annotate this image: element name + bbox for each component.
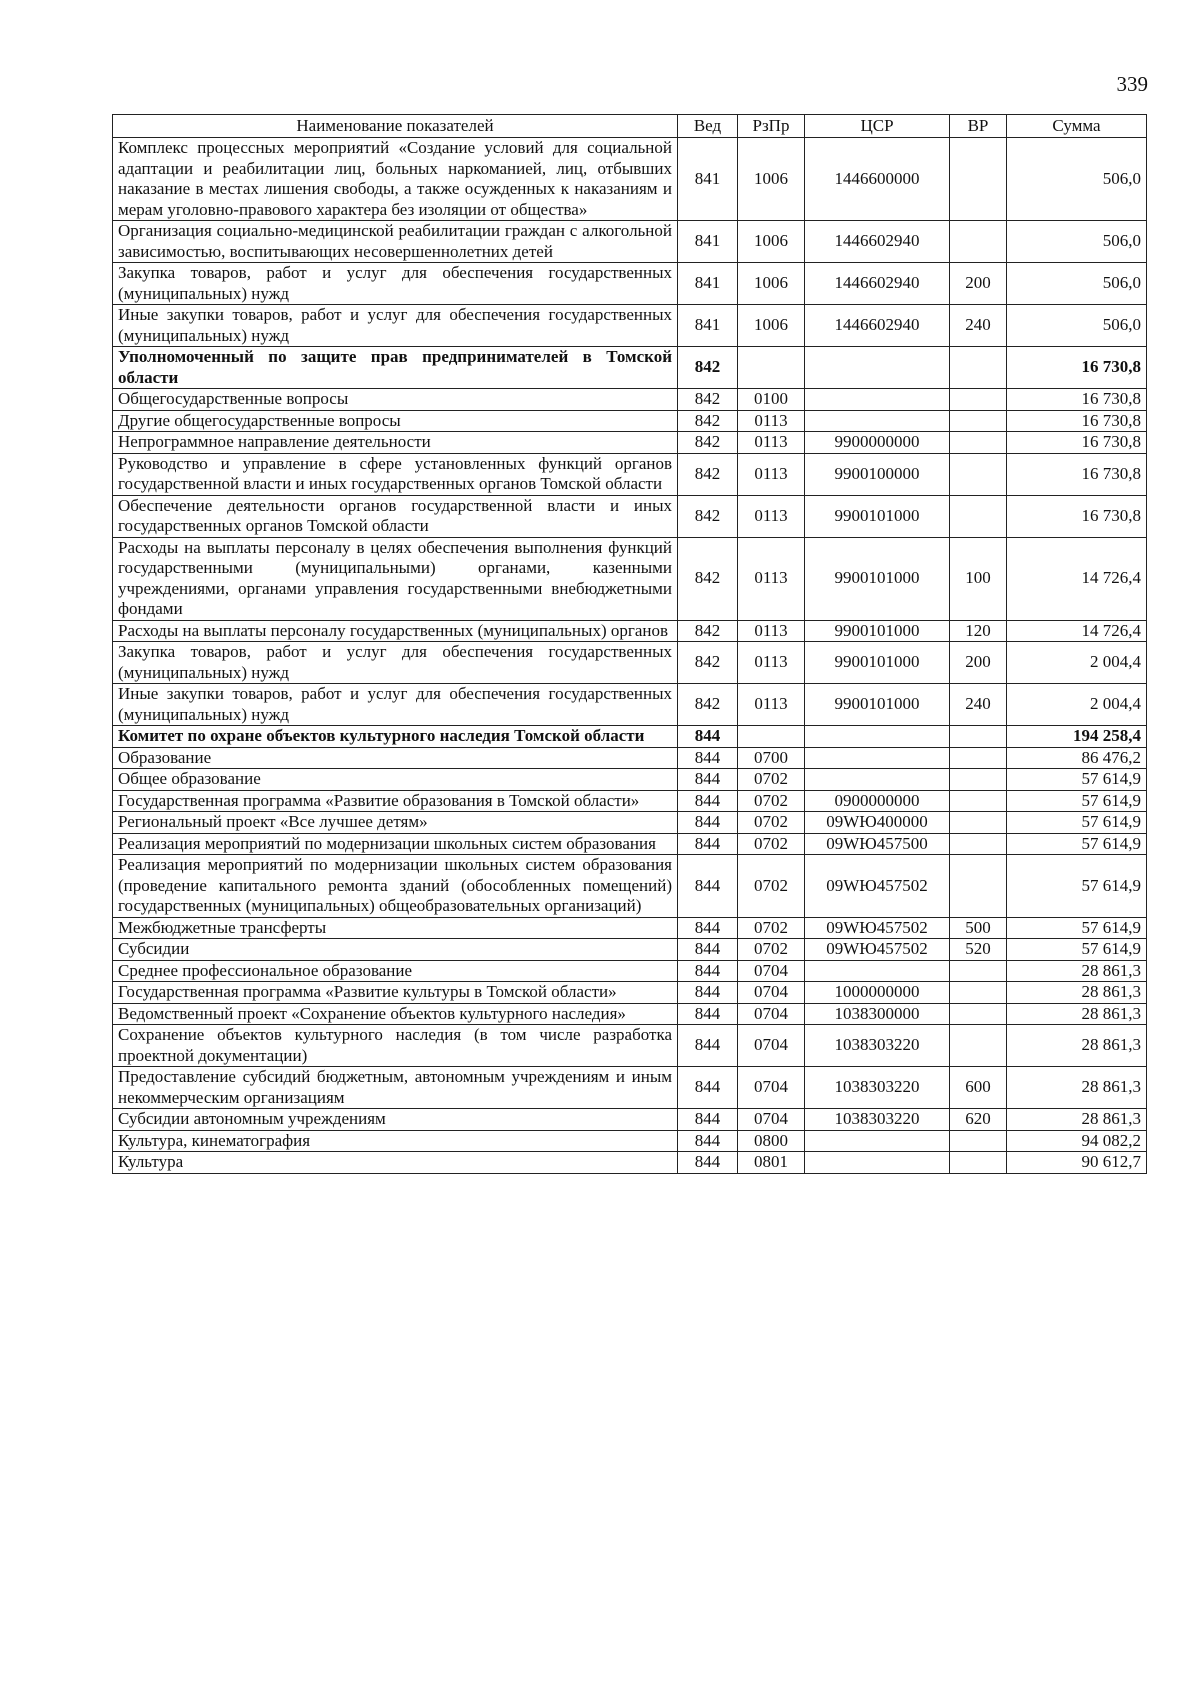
cell-ved: 842 — [678, 620, 738, 642]
cell-sum: 57 614,9 — [1007, 769, 1147, 791]
cell-ved: 844 — [678, 1025, 738, 1067]
cell-name: Региональный проект «Все лучшее детям» — [113, 812, 678, 834]
cell-sum: 28 861,3 — [1007, 982, 1147, 1004]
cell-vr — [950, 1152, 1007, 1174]
cell-ved: 842 — [678, 432, 738, 454]
header-name: Наименование показателей — [113, 115, 678, 138]
header-vr: ВР — [950, 115, 1007, 138]
cell-csr: 9900101000 — [805, 495, 950, 537]
cell-vr — [950, 347, 1007, 389]
cell-rzpr: 0113 — [738, 432, 805, 454]
cell-ved: 844 — [678, 855, 738, 918]
cell-vr: 200 — [950, 263, 1007, 305]
cell-csr: 1000000000 — [805, 982, 950, 1004]
cell-sum: 28 861,3 — [1007, 1025, 1147, 1067]
cell-rzpr: 1006 — [738, 263, 805, 305]
table-row — [113, 982, 1147, 1004]
cell-vr: 200 — [950, 642, 1007, 684]
cell-sum: 28 861,3 — [1007, 960, 1147, 982]
cell-csr — [805, 1130, 950, 1152]
table-row — [113, 747, 1147, 769]
cell-sum: 506,0 — [1007, 138, 1147, 221]
table-row — [113, 221, 1147, 263]
cell-rzpr: 0113 — [738, 453, 805, 495]
cell-csr: 09WЮ457500 — [805, 833, 950, 855]
cell-name: Культура — [113, 1152, 678, 1174]
cell-ved: 842 — [678, 495, 738, 537]
cell-vr: 620 — [950, 1109, 1007, 1131]
cell-sum: 506,0 — [1007, 263, 1147, 305]
header-csr: ЦСР — [805, 115, 950, 138]
cell-ved: 842 — [678, 642, 738, 684]
cell-rzpr: 0704 — [738, 982, 805, 1004]
cell-rzpr: 0702 — [738, 855, 805, 918]
cell-rzpr: 0704 — [738, 1067, 805, 1109]
cell-vr: 520 — [950, 939, 1007, 961]
cell-name: Организация социально-медицинской реабилитации граждан с алкогольной зависимостью, воспитывающих несовершеннолетних детей — [113, 221, 678, 263]
table-row — [113, 790, 1147, 812]
table-row — [113, 939, 1147, 961]
cell-vr — [950, 495, 1007, 537]
cell-vr — [950, 855, 1007, 918]
table-row — [113, 769, 1147, 791]
cell-name: Общегосударственные вопросы — [113, 389, 678, 411]
cell-name: Государственная программа «Развитие культуры в Томской области» — [113, 982, 678, 1004]
cell-rzpr — [738, 347, 805, 389]
cell-csr: 1446602940 — [805, 263, 950, 305]
cell-ved: 844 — [678, 960, 738, 982]
table-header-row — [113, 115, 1147, 138]
cell-name: Комитет по охране объектов культурного наследия Томской области — [113, 726, 678, 748]
table-row — [113, 1130, 1147, 1152]
cell-sum: 2 004,4 — [1007, 684, 1147, 726]
cell-vr — [950, 790, 1007, 812]
cell-rzpr: 0113 — [738, 642, 805, 684]
cell-sum: 2 004,4 — [1007, 642, 1147, 684]
table-row — [113, 960, 1147, 982]
cell-rzpr: 0702 — [738, 917, 805, 939]
cell-ved: 842 — [678, 410, 738, 432]
cell-ved: 841 — [678, 221, 738, 263]
cell-vr — [950, 221, 1007, 263]
table-row — [113, 138, 1147, 221]
cell-name: Субсидии — [113, 939, 678, 961]
header-ved: Вед — [678, 115, 738, 138]
cell-name: Ведомственный проект «Сохранение объектов культурного наследия» — [113, 1003, 678, 1025]
cell-name: Предоставление субсидий бюджетным, автономным учреждениям и иным некоммерческим организациям — [113, 1067, 678, 1109]
table-row — [113, 453, 1147, 495]
cell-csr: 9900101000 — [805, 684, 950, 726]
cell-sum: 28 861,3 — [1007, 1003, 1147, 1025]
table-row — [113, 1003, 1147, 1025]
cell-rzpr: 0704 — [738, 1109, 805, 1131]
cell-csr: 9900101000 — [805, 620, 950, 642]
table-row — [113, 684, 1147, 726]
cell-rzpr: 0702 — [738, 790, 805, 812]
cell-ved: 844 — [678, 917, 738, 939]
cell-sum: 57 614,9 — [1007, 812, 1147, 834]
cell-csr — [805, 747, 950, 769]
cell-sum: 57 614,9 — [1007, 939, 1147, 961]
cell-vr — [950, 747, 1007, 769]
cell-name: Субсидии автономным учреждениям — [113, 1109, 678, 1131]
cell-ved: 844 — [678, 790, 738, 812]
table-row — [113, 347, 1147, 389]
table-row — [113, 410, 1147, 432]
cell-sum: 194 258,4 — [1007, 726, 1147, 748]
cell-name: Среднее профессиональное образование — [113, 960, 678, 982]
cell-csr: 9900000000 — [805, 432, 950, 454]
cell-csr: 9900101000 — [805, 537, 950, 620]
cell-ved: 844 — [678, 833, 738, 855]
cell-vr — [950, 960, 1007, 982]
cell-name: Образование — [113, 747, 678, 769]
cell-vr: 240 — [950, 684, 1007, 726]
cell-rzpr: 0113 — [738, 495, 805, 537]
cell-name: Расходы на выплаты персоналу государственных (муниципальных) органов — [113, 620, 678, 642]
cell-csr: 1446602940 — [805, 221, 950, 263]
cell-name: Уполномоченный по защите прав предпринимателей в Томской области — [113, 347, 678, 389]
cell-csr — [805, 960, 950, 982]
cell-rzpr: 1006 — [738, 138, 805, 221]
cell-rzpr: 0702 — [738, 812, 805, 834]
cell-csr: 09WЮ400000 — [805, 812, 950, 834]
cell-ved: 844 — [678, 939, 738, 961]
cell-sum: 16 730,8 — [1007, 347, 1147, 389]
cell-csr — [805, 1152, 950, 1174]
cell-csr: 1446602940 — [805, 305, 950, 347]
cell-sum: 28 861,3 — [1007, 1109, 1147, 1131]
cell-rzpr: 0113 — [738, 537, 805, 620]
table-row — [113, 1109, 1147, 1131]
cell-name: Комплекс процессных мероприятий «Создание условий для социальной адаптации и реабилитации лиц, больных наркоманией, лиц, отбывших наказание в местах лишения свободы, а также осужденных к наказаниям и мерам уголовно-правового характера без изоляции от общества» — [113, 138, 678, 221]
cell-rzpr: 1006 — [738, 221, 805, 263]
cell-vr — [950, 410, 1007, 432]
cell-vr — [950, 389, 1007, 411]
table-row — [113, 305, 1147, 347]
cell-ved: 844 — [678, 726, 738, 748]
cell-ved: 844 — [678, 1067, 738, 1109]
table-row — [113, 620, 1147, 642]
cell-rzpr: 0704 — [738, 1003, 805, 1025]
cell-vr — [950, 1130, 1007, 1152]
cell-ved: 844 — [678, 812, 738, 834]
cell-name: Государственная программа «Развитие образования в Томской области» — [113, 790, 678, 812]
cell-name: Закупка товаров, работ и услуг для обеспечения государственных (муниципальных) нужд — [113, 642, 678, 684]
cell-csr: 1038303220 — [805, 1109, 950, 1131]
cell-csr: 9900100000 — [805, 453, 950, 495]
cell-ved: 842 — [678, 684, 738, 726]
cell-vr — [950, 812, 1007, 834]
cell-csr — [805, 726, 950, 748]
cell-ved: 841 — [678, 263, 738, 305]
cell-name: Сохранение объектов культурного наследия (в том числе разработка проектной документации) — [113, 1025, 678, 1067]
cell-ved: 844 — [678, 1109, 738, 1131]
cell-sum: 16 730,8 — [1007, 432, 1147, 454]
cell-ved: 844 — [678, 982, 738, 1004]
cell-csr: 1038300000 — [805, 1003, 950, 1025]
cell-rzpr: 1006 — [738, 305, 805, 347]
table-row — [113, 1025, 1147, 1067]
cell-name: Расходы на выплаты персоналу в целях обеспечения выполнения функций государственными (муниципальными) органами, казенными учреждениями, органами управления государственными внебюджетными фондами — [113, 537, 678, 620]
table-row — [113, 855, 1147, 918]
cell-name: Культура, кинематография — [113, 1130, 678, 1152]
cell-sum: 57 614,9 — [1007, 917, 1147, 939]
cell-vr — [950, 1003, 1007, 1025]
cell-sum: 86 476,2 — [1007, 747, 1147, 769]
cell-csr: 09WЮ457502 — [805, 917, 950, 939]
cell-name: Другие общегосударственные вопросы — [113, 410, 678, 432]
cell-ved: 844 — [678, 1130, 738, 1152]
cell-sum: 506,0 — [1007, 221, 1147, 263]
header-rzpr: РзПр — [738, 115, 805, 138]
cell-vr — [950, 769, 1007, 791]
cell-rzpr — [738, 726, 805, 748]
cell-vr — [950, 833, 1007, 855]
cell-name: Обеспечение деятельности органов государственной власти и иных государственных органов Томской области — [113, 495, 678, 537]
cell-csr: 1038303220 — [805, 1025, 950, 1067]
cell-name: Закупка товаров, работ и услуг для обеспечения государственных (муниципальных) нужд — [113, 263, 678, 305]
cell-rzpr: 0113 — [738, 410, 805, 432]
cell-vr — [950, 1025, 1007, 1067]
table-row — [113, 537, 1147, 620]
table-row — [113, 263, 1147, 305]
cell-ved: 842 — [678, 453, 738, 495]
cell-sum: 57 614,9 — [1007, 855, 1147, 918]
cell-ved: 844 — [678, 1003, 738, 1025]
cell-name: Реализация мероприятий по модернизации школьных систем образования — [113, 833, 678, 855]
table-row — [113, 917, 1147, 939]
table-row — [113, 495, 1147, 537]
cell-rzpr: 0800 — [738, 1130, 805, 1152]
cell-rzpr: 0113 — [738, 620, 805, 642]
cell-name: Руководство и управление в сфере установленных функций органов государственной власти и иных государственных органов Томской области — [113, 453, 678, 495]
cell-rzpr: 0702 — [738, 939, 805, 961]
header-sum: Сумма — [1007, 115, 1147, 138]
budget-table — [112, 114, 1147, 1174]
cell-csr: 09WЮ457502 — [805, 855, 950, 918]
cell-rzpr: 0801 — [738, 1152, 805, 1174]
cell-vr: 100 — [950, 537, 1007, 620]
cell-sum: 28 861,3 — [1007, 1067, 1147, 1109]
cell-rzpr: 0100 — [738, 389, 805, 411]
cell-name: Общее образование — [113, 769, 678, 791]
page-number: 339 — [1116, 72, 1148, 96]
cell-sum: 94 082,2 — [1007, 1130, 1147, 1152]
cell-name: Непрограммное направление деятельности — [113, 432, 678, 454]
cell-sum: 16 730,8 — [1007, 389, 1147, 411]
cell-ved: 841 — [678, 305, 738, 347]
cell-csr: 09WЮ457502 — [805, 939, 950, 961]
cell-name: Реализация мероприятий по модернизации школьных систем образования (проведение капитального ремонта зданий (обособленных помещений) государственных (муниципальных) общеобразовательных организаций) — [113, 855, 678, 918]
cell-vr — [950, 726, 1007, 748]
cell-ved: 844 — [678, 747, 738, 769]
cell-vr: 240 — [950, 305, 1007, 347]
cell-vr — [950, 432, 1007, 454]
table-row — [113, 726, 1147, 748]
cell-vr — [950, 982, 1007, 1004]
cell-ved: 844 — [678, 1152, 738, 1174]
cell-csr — [805, 389, 950, 411]
cell-vr: 500 — [950, 917, 1007, 939]
cell-ved: 844 — [678, 769, 738, 791]
cell-ved: 841 — [678, 138, 738, 221]
cell-csr: 1038303220 — [805, 1067, 950, 1109]
table-row — [113, 833, 1147, 855]
cell-name: Межбюджетные трансферты — [113, 917, 678, 939]
cell-rzpr: 0704 — [738, 960, 805, 982]
cell-sum: 14 726,4 — [1007, 620, 1147, 642]
cell-csr: 9900101000 — [805, 642, 950, 684]
cell-sum: 90 612,7 — [1007, 1152, 1147, 1174]
cell-sum: 16 730,8 — [1007, 453, 1147, 495]
table-row — [113, 432, 1147, 454]
table-row — [113, 812, 1147, 834]
cell-csr — [805, 347, 950, 389]
cell-vr: 600 — [950, 1067, 1007, 1109]
table-row — [113, 642, 1147, 684]
cell-csr — [805, 769, 950, 791]
cell-rzpr: 0702 — [738, 833, 805, 855]
cell-rzpr: 0702 — [738, 769, 805, 791]
cell-csr: 1446600000 — [805, 138, 950, 221]
cell-ved: 842 — [678, 347, 738, 389]
table-row — [113, 389, 1147, 411]
cell-sum: 57 614,9 — [1007, 790, 1147, 812]
cell-vr — [950, 138, 1007, 221]
cell-sum: 14 726,4 — [1007, 537, 1147, 620]
cell-ved: 842 — [678, 537, 738, 620]
cell-csr: 0900000000 — [805, 790, 950, 812]
cell-sum: 16 730,8 — [1007, 410, 1147, 432]
cell-rzpr: 0704 — [738, 1025, 805, 1067]
cell-vr — [950, 453, 1007, 495]
table-row — [113, 1152, 1147, 1174]
cell-name: Иные закупки товаров, работ и услуг для обеспечения государственных (муниципальных) нужд — [113, 305, 678, 347]
cell-rzpr: 0700 — [738, 747, 805, 769]
table-row — [113, 1067, 1147, 1109]
cell-sum: 16 730,8 — [1007, 495, 1147, 537]
cell-sum: 57 614,9 — [1007, 833, 1147, 855]
cell-vr: 120 — [950, 620, 1007, 642]
cell-csr — [805, 410, 950, 432]
cell-rzpr: 0113 — [738, 684, 805, 726]
cell-ved: 842 — [678, 389, 738, 411]
cell-sum: 506,0 — [1007, 305, 1147, 347]
cell-name: Иные закупки товаров, работ и услуг для обеспечения государственных (муниципальных) нужд — [113, 684, 678, 726]
